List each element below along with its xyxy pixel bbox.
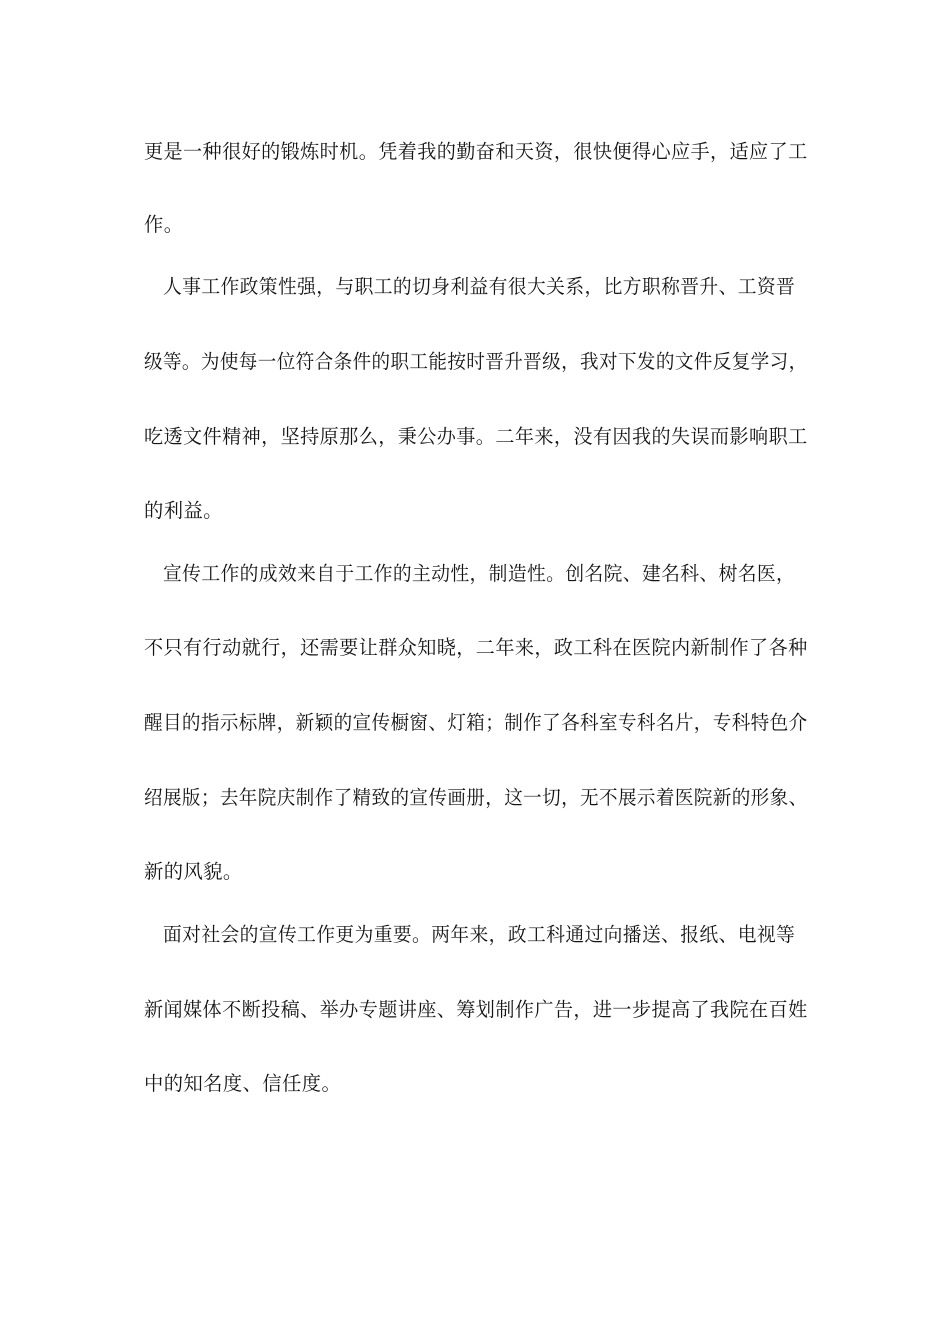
paragraph-3-line-2: 不只有行动就行，还需要让群众知晓，二年来，政工科在医院内新制作了各种 — [144, 636, 808, 659]
paragraph-1-line-2: 作。 — [144, 213, 184, 236]
paragraph-4-line-2: 新闻媒体不断投稿、举办专题讲座、筹划制作广告，进一步提高了我院在百姓 — [144, 998, 808, 1021]
paragraph-4-line-3: 中的知名度、信任度。 — [144, 1072, 342, 1095]
paragraph-1-line-1: 更是一种很好的锻炼时机。凭着我的勤奋和天资，很快便得心应手，适应了工 — [144, 140, 808, 163]
paragraph-2-line-1: 人事工作政策性强，与职工的切身利益有很大关系，比方职称晋升、工资晋 — [163, 275, 796, 298]
paragraph-2-line-4: 的利益。 — [144, 499, 223, 522]
paragraph-3-line-1: 宣传工作的成效来自于工作的主动性，制造性。创名院、建名科、树名医， — [163, 562, 796, 585]
paragraph-3-line-3: 醒目的指示标牌，新颖的宣传橱窗、灯箱；制作了各科室专科名片，专科特色介 — [144, 711, 808, 734]
paragraph-2-line-3: 吃透文件精神，坚持原那么，秉公办事。二年来，没有因我的失误而影响职工 — [144, 425, 808, 448]
paragraph-2-line-2: 级等。为使每一位符合条件的职工能按时晋升晋级，我对下发的文件反复学习， — [144, 350, 808, 373]
paragraph-3-line-4: 绍展版；去年院庆制作了精致的宣传画册，这一切，无不展示着医院新的形象、 — [144, 786, 808, 809]
paragraph-3-line-5: 新的风貌。 — [144, 860, 243, 883]
paragraph-4-line-1: 面对社会的宣传工作更为重要。两年来，政工科通过向播送、报纸、电视等 — [163, 923, 796, 946]
